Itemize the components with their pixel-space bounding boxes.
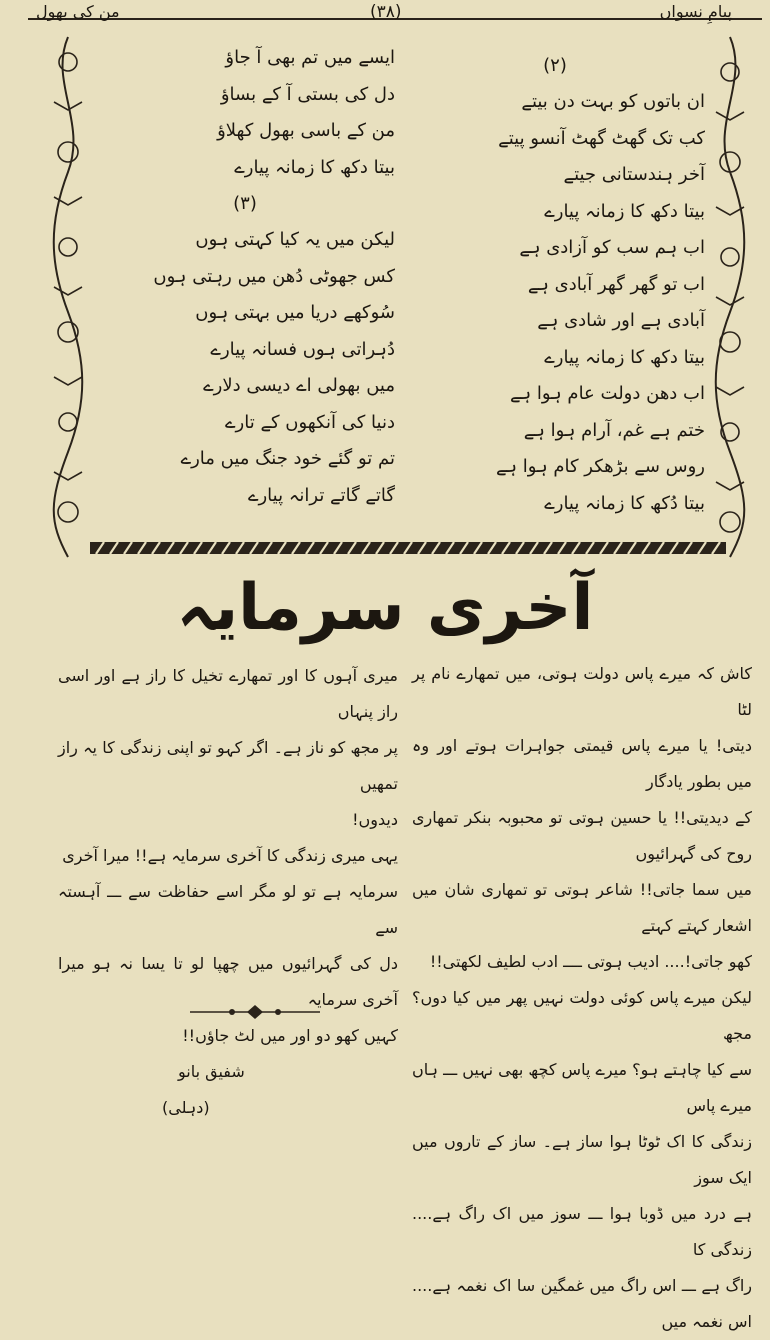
- running-title: من کی بھول: [36, 2, 120, 21]
- article-line: لیکن میرے پاس کوئی دولت نہیں پھر میں کیا دوں؟ مجھ: [412, 988, 752, 1043]
- article-line: میں سما جاتی!! شاعر ہوتی تو تمھاری شان میں اشعار کہتے کہتے: [412, 880, 752, 935]
- poem-line: اب تو گھر گھر آبادی ہے: [527, 273, 705, 295]
- author-place: (دہلی): [162, 1098, 210, 1117]
- article-line: کھو جاتی!.... ادیب ہوتی ــــ ادب لطیف لکھتی!!: [429, 952, 752, 971]
- poem-line: اب ہم سب کو آزادی ہے: [519, 237, 705, 258]
- article-line: پر مجھ کو ناز ہے۔ اگر کہو تو اپنی زندگی کا یہ راز تمھیں: [58, 738, 398, 793]
- article-line: ہے درد میں ڈوبا ہوا ـــ سوز میں اک راگ ہے.... زندگی کا: [412, 1204, 752, 1259]
- article-line: میری آہوں کا اور تمھارے تخیل کا راز ہے اور اسی راز پنہاں: [58, 666, 398, 721]
- stanza-number: (۲): [543, 55, 567, 76]
- page-number: (۳۸): [370, 2, 402, 22]
- poem-line: دل کی بستی آ کے بساؤ: [220, 83, 395, 105]
- poem-line: گاتے گاتے ترانہ پیارے: [247, 484, 395, 506]
- poem-line: دنیا کی آنکھوں کے تارے: [224, 411, 395, 433]
- author-signature: شفیق بانو: [178, 1062, 245, 1081]
- poem-line: من کے باسی بھول کھلاؤ: [217, 120, 395, 141]
- article-line: دیتی! یا میرے پاس قیمتی جواہرات ہوتے اور وہ میں بطور یادگار: [412, 736, 752, 791]
- article-line: یہی میری زندگی کا آخری سرمایہ ہے!! میرا آخری: [62, 846, 398, 865]
- poem-line: دُہراتی ہوں فسانہ پیارے: [210, 338, 395, 360]
- article-line: دیدوں!: [352, 810, 398, 829]
- poem-line: ختم ہے غم، آرام ہوا ہے: [523, 419, 705, 441]
- poem-line: بیتا دکھ کا زمانہ پیارے: [544, 200, 705, 222]
- article-line: راگ ہے ـــ اس راگ میں غمگین سا اک نغمہ ہے.... اس نغمہ میں: [412, 1276, 752, 1331]
- poem-line: کس جھوٹی دُھن میں رہتی ہوں: [153, 265, 395, 287]
- poem-line: کب تک گھٹ گھٹ آنسو پیتے: [498, 127, 705, 149]
- bottom-ornament: [190, 1004, 320, 1020]
- poem-line: سُوکھے دریا میں بہتی ہوں: [195, 302, 395, 323]
- decorative-divider-band: [90, 542, 726, 554]
- article-line: سرمایہ ہے تو لو مگر اسے حفاظت سے ـــ آہستہ سے: [58, 882, 398, 937]
- right-vine-border: [706, 32, 754, 562]
- poem-line: اب دھن دولت عام ہوا ہے: [510, 383, 705, 404]
- article-line: زندگی کا اک ٹوٹا ہوا ساز ہے۔ ساز کے تاروں میں ایک سوز: [412, 1132, 752, 1187]
- poem-line: میں بھولی اے دیسی دلارے: [203, 375, 395, 396]
- poem-line: بیتا دکھ کا زمانہ پیارے: [234, 156, 395, 178]
- poem-line: بیتا دکھ کا زمانہ پیارے: [544, 346, 705, 368]
- article-line: سے کیا چاہتے ہو؟ میرے پاس کچھ بھی نہیں ـــ ہاں میرے پاس: [411, 1060, 752, 1115]
- poem-line: آخر ہندستانی جیتے: [563, 164, 705, 185]
- magazine-title: پیامِ نسواں: [659, 2, 732, 21]
- article-title: آخری سرمایہ: [176, 571, 594, 645]
- poem-line: تم تو گئے خود جنگ میں مارے: [180, 448, 395, 469]
- poem-column-left: [95, 40, 395, 514]
- article-line: دل کی گہرائیوں میں چھپا لو تا یسا نہ ہو میرا آخری سرمایہ: [58, 954, 398, 1009]
- poem-line: روس سے بڑھکر کام ہوا ہے: [495, 456, 705, 477]
- article-line: کاش کہ میرے پاس دولت ہوتی، میں تمھارے نام پر لٹا: [412, 664, 752, 719]
- stanza-number: (۳): [233, 193, 257, 214]
- left-vine-border: [44, 32, 92, 562]
- article-column-left: [58, 658, 398, 1126]
- article-line: کہیں کھو دو اور میں لٹ جاؤں!!: [182, 1026, 398, 1045]
- article-line: کے دیدیتی!! یا حسین ہوتی تو محبوبہ بنکر تمھاری روح کی گہرائیوں: [412, 808, 752, 863]
- poem-line: لیکن میں یہ کیا کہتی ہوں: [195, 229, 395, 250]
- poem-line: ان باتوں کو بہت دن بیتے: [521, 91, 705, 112]
- poem-line: ایسے میں تم بھی آ جاؤ: [225, 47, 395, 68]
- poem-line: آبادی ہے اور شادی ہے: [537, 310, 705, 331]
- poem-line: بیتا دُکھ کا زمانہ پیارے: [544, 492, 705, 514]
- article-column-right: [412, 656, 752, 1340]
- poem-column-right: [405, 48, 705, 522]
